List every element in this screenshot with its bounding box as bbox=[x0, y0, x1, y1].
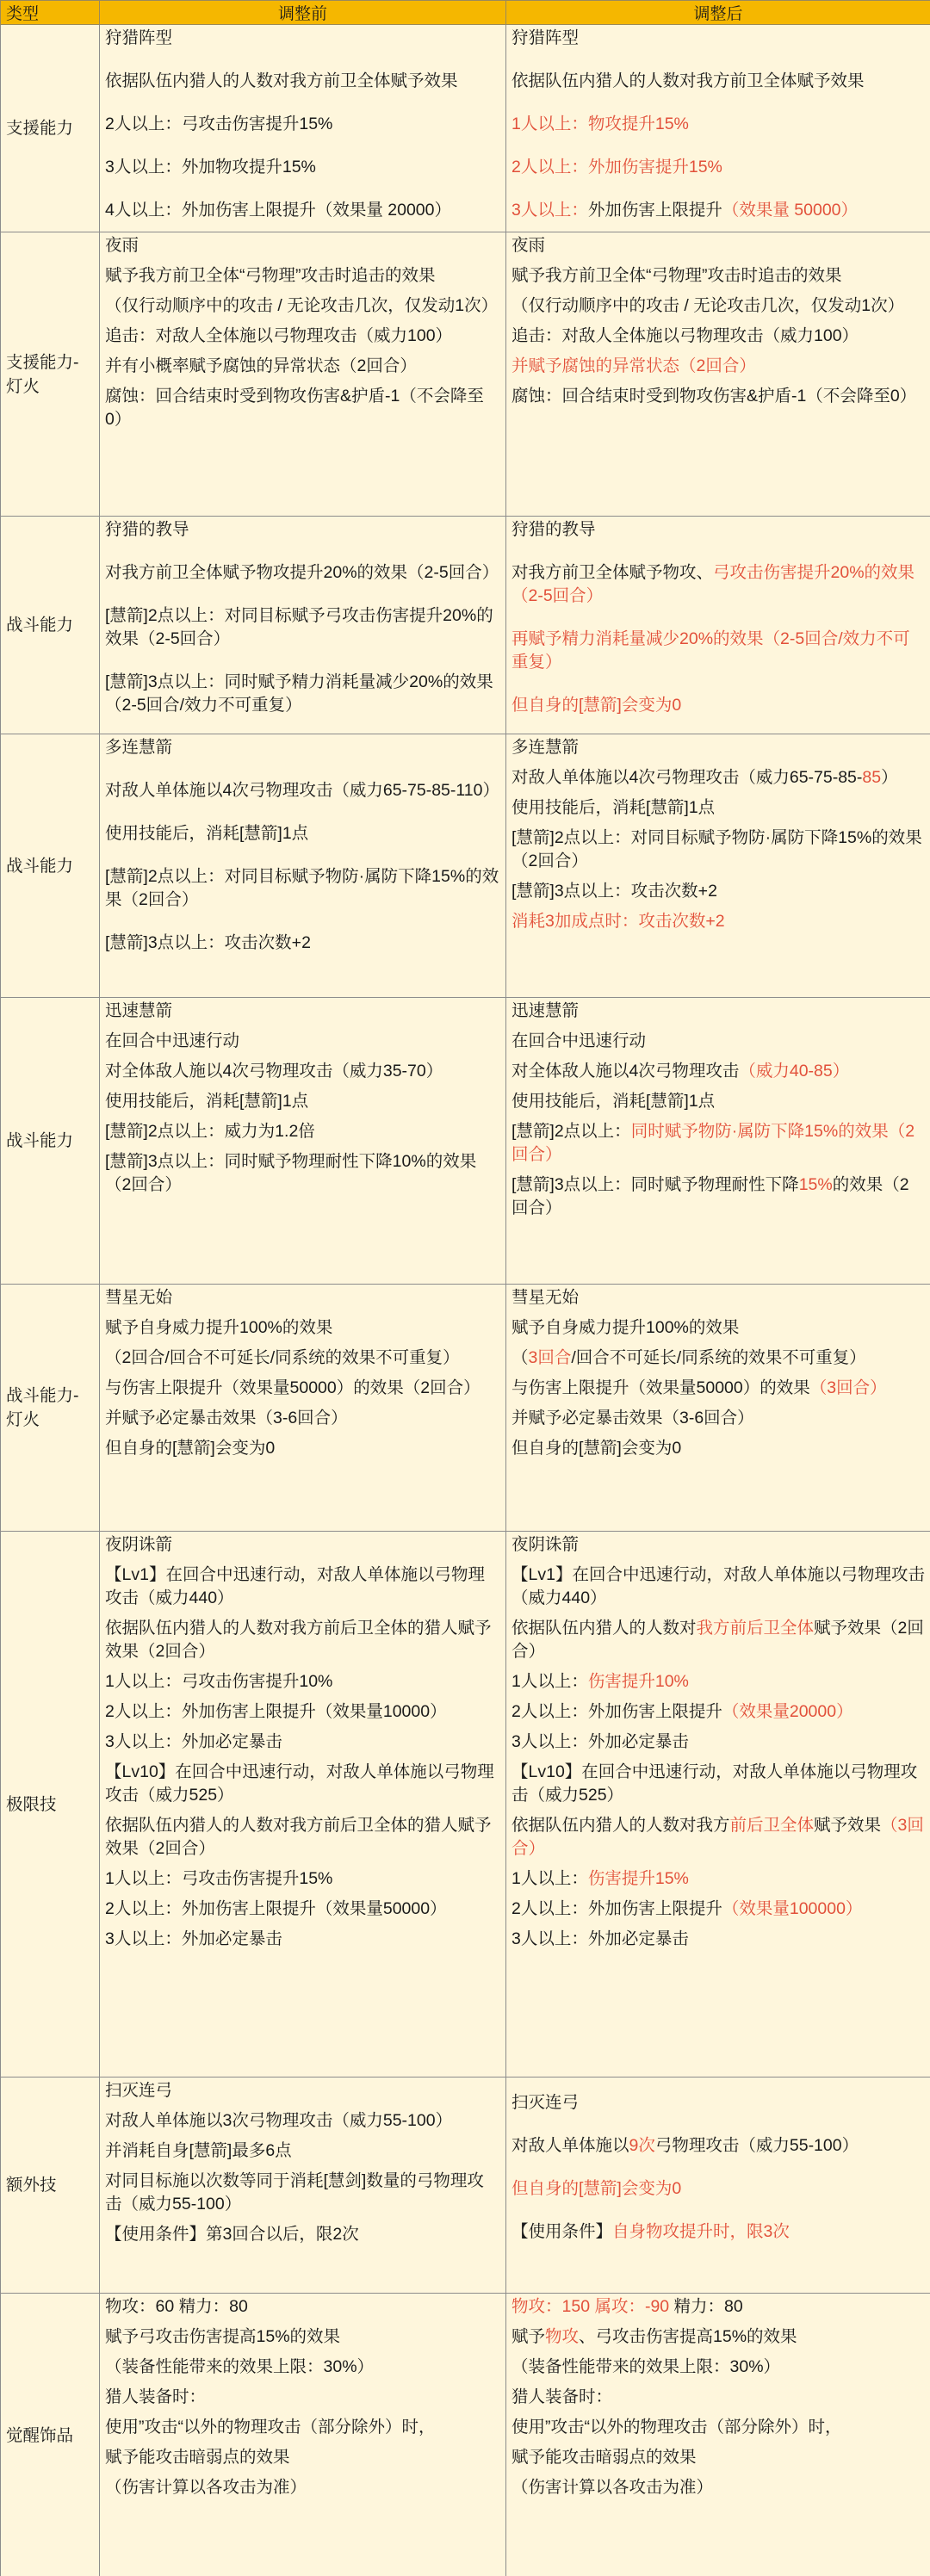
row-type: 战斗能力 bbox=[1, 517, 100, 734]
before-line: 夜阴诛箭 bbox=[105, 1535, 173, 1554]
after-line: 【Lv10】在回合中迅速行动，对敌人单体施以弓物理攻击（威力525） bbox=[512, 1762, 918, 1805]
before-line: 狩猎的教导 bbox=[105, 520, 189, 539]
changed-text: 自身物攻提升时，限3次 bbox=[612, 2222, 790, 2241]
after-line: 狩猎的教导 bbox=[512, 520, 596, 539]
before-line: 赋予弓攻击伤害提高15%的效果 bbox=[105, 2327, 341, 2346]
after-line-changed: 2人以上：外加伤害提升15% bbox=[512, 158, 722, 176]
unchanged-text: 依据队伍内猎人的人数对我方 bbox=[512, 1816, 730, 1835]
before-line: 3人以上：外加必定暴击 bbox=[105, 1732, 282, 1751]
after-line bbox=[512, 2134, 925, 2158]
after-line: 【Lv1】在回合中迅速行动，对敌人单体施以弓物理攻击（威力440） bbox=[512, 1565, 925, 1607]
before-line: 在回合中迅速行动 bbox=[105, 1031, 240, 1050]
after-line bbox=[512, 2295, 925, 2319]
row-type: 支援能力-灯火 bbox=[1, 232, 100, 517]
before-line: 1人以上：弓攻击伤害提升15% bbox=[105, 1869, 333, 1888]
after-line: 使用技能后，消耗[慧箭]1点 bbox=[512, 1092, 716, 1111]
unchanged-text: 对全体敌人施以4次弓物理攻击 bbox=[512, 1062, 740, 1081]
before-line: [慧箭]3点以上：同时赋予精力消耗量减少20%的效果（2-5回合/效力不可重复） bbox=[105, 672, 493, 715]
after-line bbox=[512, 1347, 925, 1370]
changed-text: 我方前后卫全体 bbox=[696, 1619, 815, 1638]
row-type: 支援能力 bbox=[1, 25, 100, 232]
before-line: [慧箭]2点以上：威力为1.2倍 bbox=[105, 1122, 315, 1141]
unchanged-text: 、弓攻击伤害提高15%的效果 bbox=[579, 2327, 797, 2346]
unchanged-text: 与伤害上限提升（效果量50000）的效果 bbox=[512, 1378, 810, 1397]
unchanged-text: /回合不可延长/同系统的效果不可重复） bbox=[571, 1348, 866, 1367]
before-line: （伤害计算以各攻击为准） bbox=[105, 2478, 307, 2497]
before-line: 彗星无始 bbox=[105, 1288, 173, 1307]
before-cell bbox=[100, 998, 506, 1285]
after-line bbox=[512, 1377, 925, 1400]
changed-text: 85 bbox=[862, 768, 882, 787]
table-row bbox=[1, 25, 930, 232]
before-line: [慧箭]3点以上：攻击次数+2 bbox=[105, 933, 311, 952]
table-row bbox=[1, 1532, 930, 2078]
unchanged-text: 精力：80 bbox=[669, 2297, 743, 2316]
table-row bbox=[1, 2294, 930, 2576]
unchanged-text: [慧箭]2点以上： bbox=[512, 1122, 631, 1141]
changed-text: （3回合） bbox=[809, 1378, 887, 1397]
before-cell bbox=[100, 1532, 506, 2078]
after-line: 夜雨 bbox=[512, 236, 546, 255]
before-line: 并消耗自身[慧箭]最多6点 bbox=[105, 2141, 292, 2160]
changed-text: 物攻：150 属攻：-90 bbox=[512, 2297, 670, 2316]
unchanged-text: 的效果（2回合） bbox=[512, 1175, 909, 1217]
before-line: [慧箭]2点以上：对同目标赋予弓攻击伤害提升20%的效果（2-5回合） bbox=[105, 606, 493, 648]
changed-text: 同时赋予物防·属防下降15%的效果（2回合） bbox=[512, 1122, 915, 1164]
row-type: 极限技 bbox=[1, 1532, 100, 2078]
after-line: 扫灭连弓 bbox=[512, 2093, 580, 2112]
after-line bbox=[512, 1700, 925, 1724]
after-line: 狩猎阵型 bbox=[512, 28, 580, 47]
before-line: 赋予自身威力提升100%的效果 bbox=[105, 1318, 333, 1337]
after-line: 使用”攻击“以外的物理攻击（部分除外）时， bbox=[512, 2418, 842, 2437]
after-line: 赋予能攻击暗弱点的效果 bbox=[512, 2448, 697, 2467]
after-line: 并赋予必定暴击效果（3-6回合） bbox=[512, 1409, 754, 1427]
before-line: 追击：对敌人全体施以弓物理攻击（威力100） bbox=[105, 326, 453, 345]
before-line: 依据队伍内猎人的人数对我方前后卫全体的猎人赋予效果（2回合） bbox=[105, 1816, 492, 1858]
before-line: 迅速慧箭 bbox=[105, 1001, 173, 1020]
after-line: [慧箭]2点以上：对同目标赋予物防·属防下降15%的效果（2回合） bbox=[512, 828, 922, 870]
before-line: 【使用条件】第3回合以后，限2次 bbox=[105, 2225, 359, 2244]
after-line: （装备性能带来的效果上限：30%） bbox=[512, 2357, 781, 2376]
after-line: 腐蚀：回合结束时受到物攻伤害&护盾-1（不会降至0） bbox=[512, 387, 917, 406]
before-line: 赋予能攻击暗弱点的效果 bbox=[105, 2448, 290, 2467]
unchanged-text: （ bbox=[512, 1348, 529, 1367]
before-line: 依据队伍内猎人的人数对我方前后卫全体的猎人赋予效果（2回合） bbox=[105, 1619, 492, 1661]
changed-text: 物攻 bbox=[545, 2327, 580, 2346]
before-line: [慧箭]3点以上：同时赋予物理耐性下降10%的效果（2回合） bbox=[105, 1152, 477, 1194]
before-line: 多连慧箭 bbox=[105, 738, 173, 757]
unchanged-text: 弓物理攻击（威力55-100） bbox=[654, 2136, 859, 2155]
table-row bbox=[1, 2078, 930, 2294]
changed-text: （效果量20000） bbox=[722, 1702, 853, 1721]
after-line: 夜阴诛箭 bbox=[512, 1535, 580, 1554]
changed-text: 3回合 bbox=[528, 1348, 572, 1367]
unchanged-text: [慧箭]3点以上：同时赋予物理耐性下降 bbox=[512, 1175, 799, 1194]
unchanged-text: 对我方前卫全体赋予物攻、 bbox=[512, 563, 714, 582]
before-line: 3人以上：外加物攻提升15% bbox=[105, 158, 316, 176]
after-line bbox=[512, 1120, 925, 1167]
unchanged-text: 赋予效果 bbox=[814, 1816, 882, 1835]
after-line: 但自身的[慧箭]会变为0 bbox=[512, 1439, 682, 1458]
row-type: 觉醒饰品 bbox=[1, 2294, 100, 2576]
before-cell bbox=[100, 25, 506, 232]
before-line: 并有小概率赋予腐蚀的异常状态（2回合） bbox=[105, 356, 417, 375]
before-line: 狩猎阵型 bbox=[105, 28, 173, 47]
before-line: 使用技能后，消耗[慧箭]1点 bbox=[105, 1092, 309, 1111]
before-line: 夜雨 bbox=[105, 236, 140, 255]
after-line bbox=[512, 1670, 925, 1694]
unchanged-text: 外加伤害上限提升 bbox=[587, 201, 722, 220]
after-line bbox=[512, 1867, 925, 1891]
before-line: 3人以上：外加必定暴击 bbox=[105, 1929, 282, 1948]
before-line: 对敌人单体施以3次弓物理攻击（威力55-100） bbox=[105, 2111, 453, 2130]
after-line bbox=[512, 561, 925, 608]
after-cell bbox=[506, 232, 930, 517]
after-cell bbox=[506, 734, 930, 998]
header-before: 调整前 bbox=[100, 1, 506, 25]
after-line bbox=[512, 1898, 925, 1921]
before-line: [慧箭]2点以上：对同目标赋予物防·属防下降15%的效果（2回合） bbox=[105, 867, 499, 909]
after-line: 迅速慧箭 bbox=[512, 1001, 580, 1020]
changed-text: 15% bbox=[798, 1175, 833, 1194]
unchanged-text: 对敌人单体施以4次弓物理攻击（威力65-75-85- bbox=[512, 768, 863, 787]
after-line: 3人以上：外加必定暴击 bbox=[512, 1929, 689, 1948]
before-cell bbox=[100, 232, 506, 517]
after-line-changed: 并赋予腐蚀的异常状态（2回合） bbox=[512, 356, 756, 375]
after-line bbox=[512, 1173, 925, 1220]
after-cell bbox=[506, 2294, 930, 2576]
before-line: 2人以上：弓攻击伤害提升15% bbox=[105, 115, 333, 133]
after-cell bbox=[506, 517, 930, 734]
changed-text: （效果量 50000） bbox=[722, 201, 859, 220]
after-line: 赋予自身威力提升100%的效果 bbox=[512, 1318, 740, 1337]
before-line: （装备性能带来的效果上限：30%） bbox=[105, 2357, 375, 2376]
before-cell bbox=[100, 2294, 506, 2576]
before-line: 腐蚀：回合结束时受到物攻伤害&护盾-1（不会降至0） bbox=[105, 387, 484, 429]
after-line: 3人以上：外加必定暴击 bbox=[512, 1732, 689, 1751]
changed-text: 伤害提升15% bbox=[587, 1869, 689, 1888]
after-line bbox=[512, 1814, 925, 1861]
before-cell bbox=[100, 1285, 506, 1532]
before-line: 【Lv10】在回合中迅速行动，对敌人单体施以弓物理攻击（威力525） bbox=[105, 1762, 494, 1805]
before-line: 2人以上：外加伤害上限提升（效果量50000） bbox=[105, 1899, 447, 1918]
before-line: 对我方前卫全体赋予物攻提升20%的效果（2-5回合） bbox=[105, 563, 499, 582]
table-row bbox=[1, 232, 930, 517]
before-cell bbox=[100, 734, 506, 998]
after-cell bbox=[506, 998, 930, 1285]
after-line bbox=[512, 1617, 925, 1663]
before-cell bbox=[100, 2078, 506, 2294]
after-line: 彗星无始 bbox=[512, 1288, 580, 1307]
changed-text: 前后卫全体 bbox=[729, 1816, 815, 1835]
after-line: 在回合中迅速行动 bbox=[512, 1031, 647, 1050]
table-row bbox=[1, 998, 930, 1285]
changed-text: 3人以上： bbox=[512, 201, 588, 220]
row-type: 战斗能力-灯火 bbox=[1, 1285, 100, 1532]
before-line: 物攻：60 精力：80 bbox=[105, 2297, 248, 2316]
row-type: 战斗能力 bbox=[1, 998, 100, 1285]
header-after: 调整后 bbox=[506, 1, 930, 25]
after-line: 赋予我方前卫全体“弓物理”攻击时追击的效果 bbox=[512, 266, 842, 285]
before-line: 使用”攻击“以外的物理攻击（部分除外）时， bbox=[105, 2418, 436, 2437]
table-row bbox=[1, 734, 930, 998]
after-cell bbox=[506, 1285, 930, 1532]
after-line-changed: 1人以上：物攻提升15% bbox=[512, 115, 689, 133]
unchanged-text: 赋予效果（2回合） bbox=[512, 1619, 924, 1661]
unchanged-text: ） bbox=[881, 768, 898, 787]
changed-text: 弓攻击伤害提升20%的效果（2-5回合） bbox=[512, 563, 915, 605]
before-line: 2人以上：外加伤害上限提升（效果量10000） bbox=[105, 1702, 447, 1721]
before-cell bbox=[100, 517, 506, 734]
unchanged-text: 【使用条件】 bbox=[512, 2222, 613, 2241]
changed-text: 9次 bbox=[629, 2136, 655, 2155]
before-line: 猎人装备时： bbox=[105, 2387, 207, 2406]
unchanged-text: 1人以上： bbox=[512, 1869, 588, 1888]
before-line: 4人以上：外加伤害上限提升（效果量 20000） bbox=[105, 201, 451, 220]
header-type: 类型 bbox=[1, 1, 100, 25]
after-line: 使用技能后，消耗[慧箭]1点 bbox=[512, 798, 716, 817]
before-line: 对全体敌人施以4次弓物理攻击（威力35-70） bbox=[105, 1062, 443, 1081]
after-line bbox=[512, 2325, 925, 2349]
after-line bbox=[512, 1060, 925, 1083]
table-row bbox=[1, 1285, 930, 1532]
unchanged-text: 赋予 bbox=[512, 2327, 546, 2346]
before-line: 对敌人单体施以4次弓物理攻击（威力65-75-85-110） bbox=[105, 781, 499, 800]
before-line: 但自身的[慧箭]会变为0 bbox=[105, 1439, 276, 1458]
changed-text: （威力40-85） bbox=[739, 1062, 850, 1081]
before-line: 扫灭连弓 bbox=[105, 2081, 173, 2100]
after-line: （仅行动顺序中的攻击 / 无论攻击几次，仅发动1次） bbox=[512, 296, 905, 315]
unchanged-text: 2人以上：外加伤害上限提升 bbox=[512, 1899, 722, 1918]
before-line: 1人以上：弓攻击伤害提升10% bbox=[105, 1672, 333, 1691]
after-line: [慧箭]3点以上：攻击次数+2 bbox=[512, 882, 717, 901]
before-line: （2回合/回合不可延长/同系统的效果不可重复） bbox=[105, 1348, 460, 1367]
unchanged-text: 对敌人单体施以 bbox=[512, 2136, 629, 2155]
changed-text: （3回合） bbox=[512, 1816, 924, 1858]
before-line: 【Lv1】在回合中迅速行动，对敌人单体施以弓物理攻击（威力440） bbox=[105, 1565, 485, 1607]
row-type: 额外技 bbox=[1, 2078, 100, 2294]
after-cell bbox=[506, 1532, 930, 2078]
changed-text: （效果量100000） bbox=[722, 1899, 863, 1918]
unchanged-text: 2人以上：外加伤害上限提升 bbox=[512, 1702, 722, 1721]
after-cell bbox=[506, 2078, 930, 2294]
table-row bbox=[1, 517, 930, 734]
before-line: （仅行动顺序中的攻击 / 无论攻击几次，仅发动1次） bbox=[105, 296, 499, 315]
before-line: 使用技能后，消耗[慧箭]1点 bbox=[105, 824, 309, 843]
before-line: 依据队伍内猎人的人数对我方前卫全体赋予效果 bbox=[105, 71, 458, 90]
row-type: 战斗能力 bbox=[1, 734, 100, 998]
after-line: （伤害计算以各攻击为准） bbox=[512, 2478, 714, 2497]
table-header-row bbox=[1, 1, 930, 25]
after-line-changed: 但自身的[慧箭]会变为0 bbox=[512, 696, 682, 715]
after-line: 依据队伍内猎人的人数对我方前卫全体赋予效果 bbox=[512, 71, 865, 90]
before-line: 与伤害上限提升（效果量50000）的效果（2回合） bbox=[105, 1378, 480, 1397]
before-line: 赋予我方前卫全体“弓物理”攻击时追击的效果 bbox=[105, 266, 436, 285]
after-line bbox=[512, 2220, 925, 2244]
unchanged-text: 1人以上： bbox=[512, 1672, 588, 1691]
after-line: 猎人装备时： bbox=[512, 2387, 613, 2406]
after-line bbox=[512, 766, 925, 790]
after-line: 追击：对敌人全体施以弓物理攻击（威力100） bbox=[512, 326, 859, 345]
before-line: 并赋予必定暴击效果（3-6回合） bbox=[105, 1409, 348, 1427]
before-line: 对同目标施以次数等同于消耗[慧剑]数量的弓物理攻击（威力55-100） bbox=[105, 2171, 484, 2214]
after-line bbox=[512, 199, 925, 222]
changed-text: 伤害提升10% bbox=[587, 1672, 689, 1691]
unchanged-text: 依据队伍内猎人的人数对 bbox=[512, 1619, 697, 1638]
after-cell bbox=[506, 25, 930, 232]
after-line: 多连慧箭 bbox=[512, 738, 580, 757]
after-line-changed: 再赋予精力消耗量减少20%的效果（2-5回合/效力不可重复） bbox=[512, 629, 910, 672]
after-line-changed: 消耗3加成点时：攻击次数+2 bbox=[512, 912, 725, 931]
after-line-changed: 但自身的[慧箭]会变为0 bbox=[512, 2179, 682, 2198]
